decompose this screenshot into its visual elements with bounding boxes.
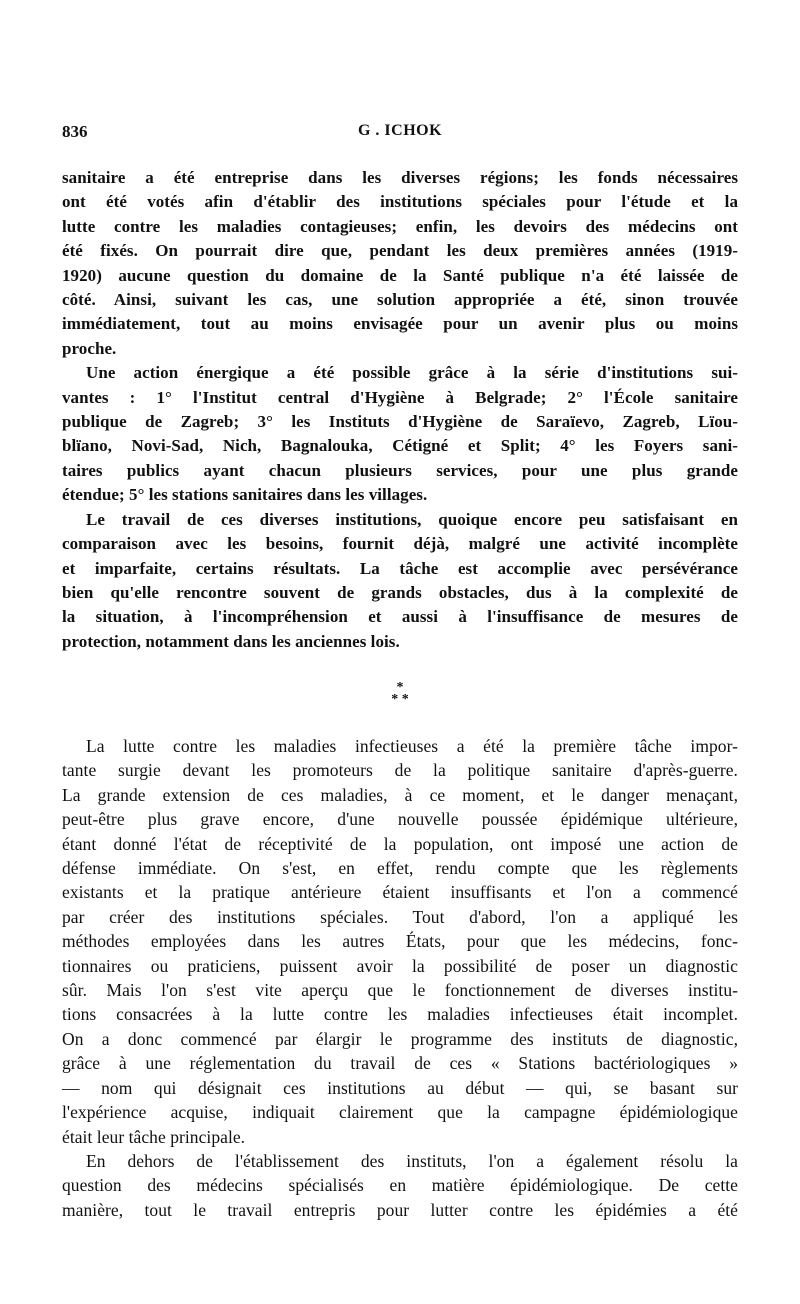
- paragraph: [62, 508, 738, 654]
- text-line: Le travail de ces diverses institutions, quoique encore peu satisfaisant en: [86, 509, 738, 529]
- asterism-bottom: * *: [391, 692, 409, 707]
- text-line: tions consacrées à la lutte contre les maladies infectieuses était incomplet.: [62, 1004, 738, 1025]
- text-line: peut-être plus grave encore, d'une nouvelle poussée épidémique ultérieure,: [62, 809, 738, 830]
- text-line: blïano, Novi-Sad, Nich, Bagnalouka, Cétigné et Split; 4° les Foyers sani-: [62, 436, 738, 456]
- text-line: été fixés. On pourrait dire que, pendant les deux premières années (1919-: [62, 241, 738, 261]
- paragraph: [62, 166, 738, 361]
- text-line: ont été votés afin d'établir des institutions spéciales pour l'étude et la: [62, 192, 738, 212]
- page-number: 836: [62, 122, 88, 141]
- section-2-text: [62, 734, 738, 1222]
- text-line: La lutte contre les maladies infectieuses a été la première tâche impor-: [86, 736, 738, 756]
- text-line: côté. Ainsi, suivant les cas, une solution appropriée a été, sinon trouvée: [62, 290, 738, 310]
- text-line: lutte contre les maladies contagieuses; enfin, les devoirs des médecins ont: [62, 216, 738, 236]
- section-1-text: [62, 166, 738, 654]
- text-line: la situation, à l'incompréhension et aussi à l'insuffisance de mesures de: [62, 607, 738, 627]
- text-line: défense immédiate. On s'est, en effet, rendu compte que les règlements: [62, 858, 738, 879]
- text-line: — nom qui désignait ces institutions au début — qui, se basant sur: [62, 1077, 738, 1098]
- paragraph: [62, 1149, 738, 1222]
- text-line: taires publics ayant chacun plusieurs services, pour une plus grande: [62, 460, 738, 480]
- asterism-top: *: [396, 680, 404, 695]
- text-line: immédiatement, tout au moins envisagée pour un avenir plus ou moins: [62, 314, 738, 334]
- text-line: grâce à une réglementation du travail de ces « Stations bactériologiques »: [62, 1053, 738, 1074]
- text-line: proche.: [62, 338, 117, 358]
- text-line: l'expérience acquise, indiquait clairement que la campagne épidémiologique: [62, 1102, 738, 1123]
- text-line: On a donc commencé par élargir le programme des instituts de diagnostic,: [62, 1028, 738, 1049]
- text-line: par créer des institutions spéciales. Tout d'abord, l'on a appliqué les: [62, 906, 738, 927]
- text-line: Une action énergique a été possible grâce à la série d'institutions sui-: [86, 363, 738, 383]
- text-line: méthodes employées dans les autres États, pour que les médecins, fonc-: [62, 931, 738, 952]
- text-line: manière, tout le travail entrepris pour lutter contre les épidémies a été: [62, 1199, 738, 1220]
- section-separator-asterism: [0, 682, 800, 706]
- text-line: En dehors de l'établissement des instituts, l'on a également résolu la: [86, 1150, 738, 1171]
- text-line: protection, notamment dans les anciennes lois.: [62, 631, 400, 651]
- paragraph: [62, 361, 738, 507]
- text-line: question des médecins spécialisés en matière épidémiologique. De cette: [62, 1175, 738, 1196]
- page-header: [62, 122, 738, 146]
- text-line: existants et la pratique antérieure étaient insuffisants et l'on a commencé: [62, 882, 738, 903]
- text-line: tionnaires ou praticiens, puissent avoir la possibilité de poser un diagnostic: [62, 955, 738, 976]
- text-line: La grande extension de ces maladies, à ce moment, et le danger menaçant,: [62, 784, 738, 805]
- text-line: 1920) aucune question du domaine de la Santé publique n'a été laissée de: [62, 265, 738, 285]
- text-line: et imparfaite, certains résultats. La tâche est accomplie avec persévérance: [62, 558, 738, 578]
- text-line: vantes : 1° l'Institut central d'Hygiène à Belgrade; 2° l'École sanitaire: [62, 387, 738, 407]
- text-line: étant donné l'état de réceptivité de la population, ont imposé une action de: [62, 833, 738, 854]
- text-line: comparaison avec les besoins, fournit déjà, malgré une activité incomplète: [62, 534, 738, 554]
- text-line: sanitaire a été entreprise dans les diverses régions; les fonds nécessaires: [62, 168, 738, 187]
- text-line: sûr. Mais l'on s'est vite aperçu que le fonctionnement de diverses institu-: [62, 980, 738, 1001]
- text-line: publique de Zagreb; 3° les Instituts d'Hygiène de Saraïevo, Zagreb, Lïou-: [62, 412, 738, 432]
- paragraph: [62, 734, 738, 1149]
- running-head: G . ICHOK: [357, 122, 443, 139]
- text-line: étendue; 5° les stations sanitaires dans les villages.: [62, 485, 428, 505]
- text-line: était leur tâche principale.: [62, 1126, 246, 1147]
- text-line: bien qu'elle rencontre souvent de grands obstacles, dus à la complexité de: [62, 582, 738, 602]
- text-line: tante surgie devant les promoteurs de la politique sanitaire d'après-guerre.: [62, 760, 738, 781]
